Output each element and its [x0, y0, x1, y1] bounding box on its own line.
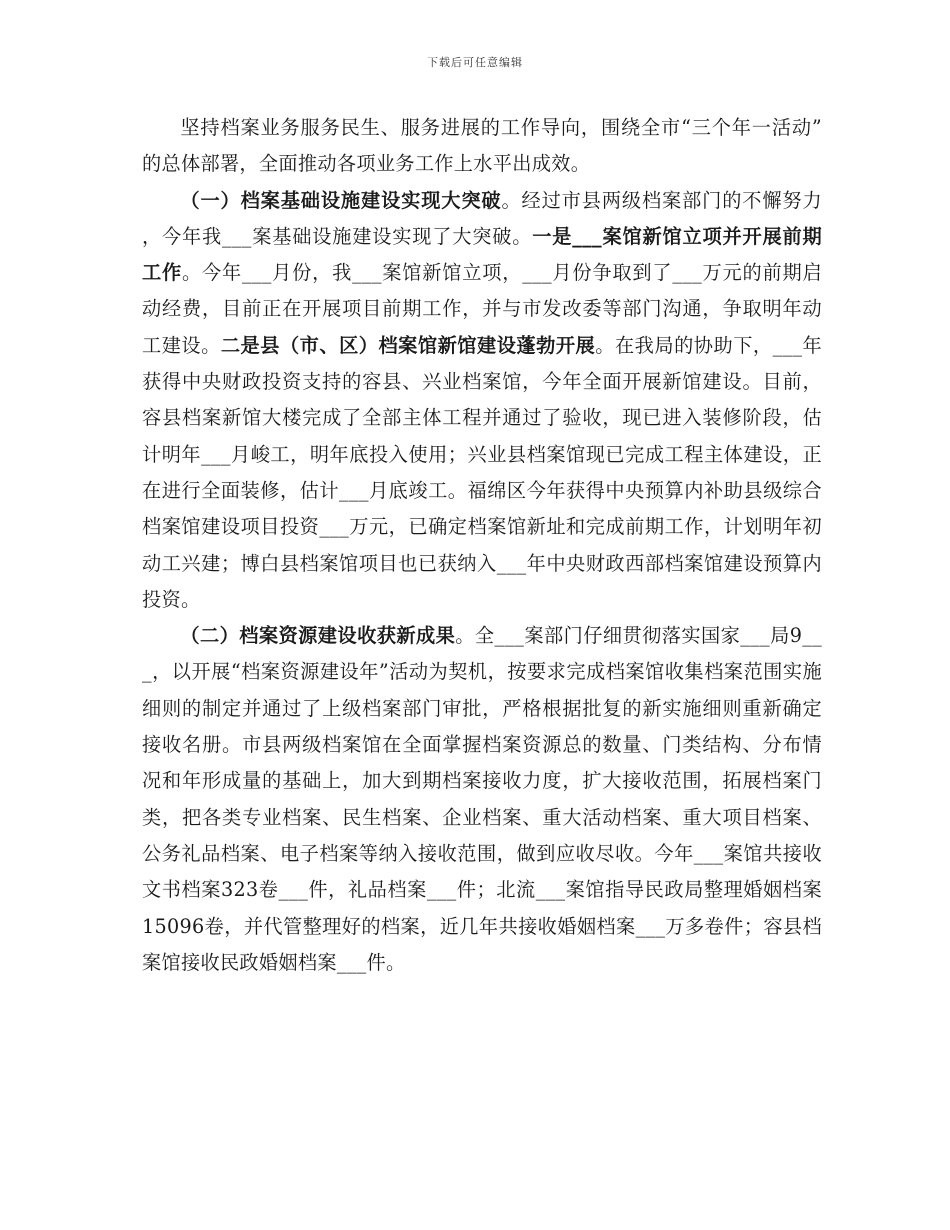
subpoint-heading: 二是县（市、区）档案馆新馆建设蓬勃开展: [220, 333, 596, 357]
section-heading: （一）档案基础设施建设实现大突破: [180, 188, 502, 212]
paragraph-section-2: [142, 618, 822, 981]
paragraph-intro: [142, 110, 822, 183]
document-body: [142, 110, 822, 981]
page-header-note: 下载后可任意编辑: [427, 56, 523, 69]
section-heading: （二）档案资源建设收获新成果: [180, 624, 456, 648]
paragraph-section-1: [142, 183, 822, 619]
paragraph-text: 。今年___月份，我___案馆新馆立项，___月份争取到了___万元的前期启动经费，目前正在开展项目前期工作，并与市发改委等部门沟通，争取明年动工建设。: [142, 261, 822, 357]
paragraph-text: 坚持档案业务服务民生、服务进展的工作导向，围绕全市“三个年一活动”的总体部署，全面推动各项业务工作上水平出成效。: [142, 116, 822, 176]
paragraph-text: 。全___案部门仔细贯彻落实国家___局9___，以开展“档案资源建设年”活动为契机，按要求完成档案馆收集档案范围实施细则的制定并通过了上级档案部门审批，严格根据批复的新实施细则重新确定接收名册。市县两级档案馆在全面掌握档案资源总的数量、门类结构、分布情况和年形成量的基础上，加大到期档案接收力度，扩大接收范围，拓展档案门类，把各类专业档案、民生档案、企业档案、重大活动档案、重大项目档案、公务礼品档案、电子档案等纳入接收范围，做到应收尽收。今年___案馆共接收文书档案323卷___件，礼品档案___件；北流___案馆指导民政局整理婚姻档案15096卷，并代管整理好的档案，近几年共接收婚姻档案___万多卷件；容县档案馆接收民政婚姻档案___件。: [142, 624, 823, 974]
paragraph-text: 。在我局的协助下，___年获得中央财政投资支持的容县、兴业档案馆，今年全面开展新馆建设。目前，容县档案新馆大楼完成了全部主体工程并通过了验收，现已进入装修阶段，估计明年___月峻工，明年底投入使用；兴业县档案馆现已完成工程主体建设，正在进行全面装修，估计___月底竣工。福绵区今年获得中央预算内补助县级综合档案馆建设项目投资___万元，已确定档案馆新址和完成前期工作，计划明年初动工兴建；博白县档案馆项目也已获纳入___年中央财政西部档案馆建设预算内投资。: [142, 333, 822, 611]
paragraph-text: 。经过市县两级档案部门的不懈努力，今年我___案基础设施建设实现了大突破。: [142, 188, 822, 248]
subpoint-heading: 一是___案馆新馆立项并开展前期工作: [142, 224, 822, 285]
